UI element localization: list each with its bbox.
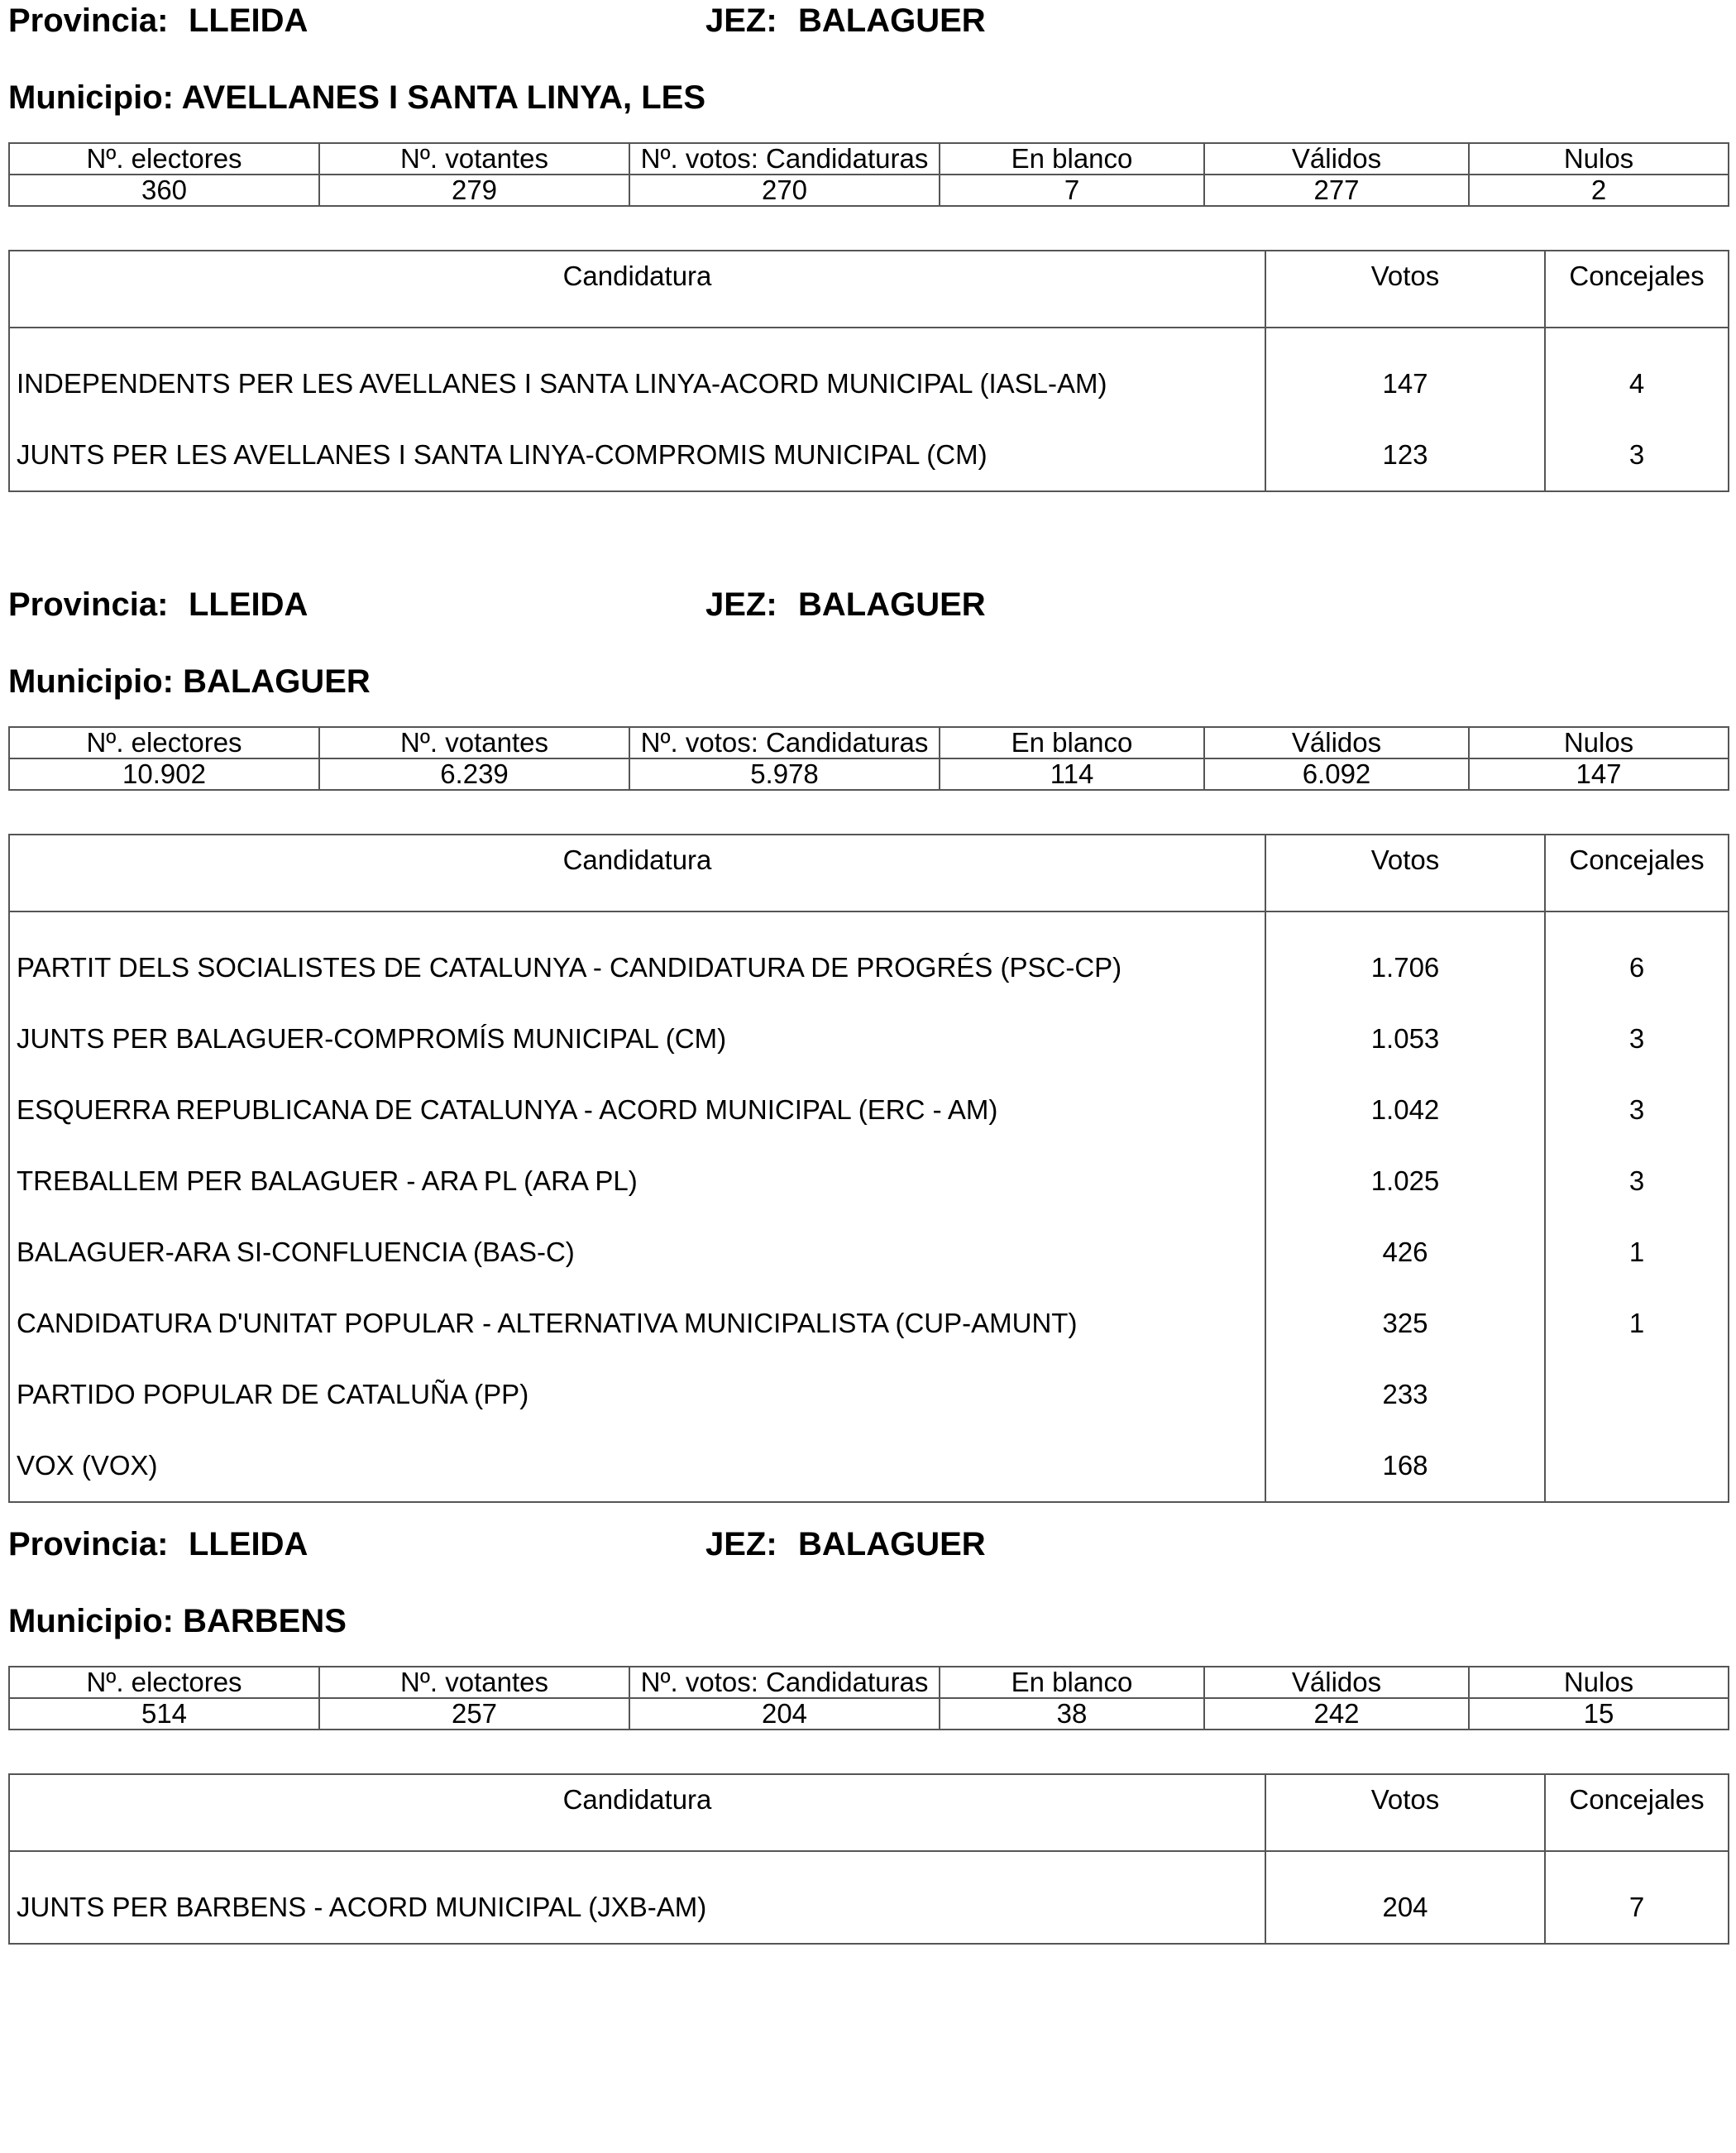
- summary-value-cell: 15: [1469, 1698, 1729, 1730]
- candidatura-concejales: 3: [1545, 419, 1729, 491]
- jez-label: JEZ:: [705, 1526, 777, 1562]
- candidatura-votos: 426: [1265, 1217, 1545, 1288]
- summary-value-cell: 514: [9, 1698, 319, 1730]
- candidaturas-table: [8, 250, 1729, 492]
- candidaturas-header-row: [9, 251, 1729, 328]
- municipio-line: [8, 1600, 1728, 1642]
- summary-table: [8, 1666, 1729, 1730]
- summary-value-row: [9, 758, 1729, 790]
- candidatura-row: [9, 1851, 1729, 1944]
- candidatura-row: [9, 1146, 1729, 1217]
- summary-value-row: [9, 175, 1729, 206]
- candidatura-votos: 204: [1265, 1851, 1545, 1944]
- candidatura-concejales: [1545, 1430, 1729, 1502]
- candidaturas-header-cell: Candidatura: [9, 251, 1265, 328]
- municipio-label: Municipio:: [8, 1603, 174, 1639]
- summary-table: [8, 142, 1729, 207]
- candidatura-name: TREBALLEM PER BALAGUER - ARA PL (ARA PL): [9, 1146, 1265, 1217]
- summary-table: [8, 726, 1729, 791]
- provincia-value: LLEIDA: [189, 2, 308, 39]
- summary-value-cell: 6.092: [1204, 758, 1469, 790]
- summary-header-cell: Nulos: [1469, 1667, 1729, 1698]
- summary-header-cell: Nulos: [1469, 143, 1729, 175]
- summary-value-cell: 2: [1469, 175, 1729, 206]
- summary-value-row: [9, 1698, 1729, 1730]
- candidatura-concejales: 1: [1545, 1288, 1729, 1359]
- provincia-line: [8, 0, 1728, 41]
- provincia-label: Provincia:: [8, 1526, 169, 1562]
- provincia-label: Provincia:: [8, 2, 169, 39]
- provincia-value: LLEIDA: [189, 1526, 308, 1562]
- municipio-label: Municipio:: [8, 663, 174, 700]
- summary-header-row: [9, 727, 1729, 758]
- summary-header-cell: Nulos: [1469, 727, 1729, 758]
- candidatura-votos: 1.053: [1265, 1003, 1545, 1074]
- summary-value-cell: 5.978: [629, 758, 940, 790]
- candidatura-concejales: 6: [1545, 911, 1729, 1003]
- summary-value-cell: 10.902: [9, 758, 319, 790]
- summary-value-cell: 360: [9, 175, 319, 206]
- summary-value-cell: 147: [1469, 758, 1729, 790]
- municipio-value: BARBENS: [183, 1603, 347, 1639]
- summary-value-cell: 270: [629, 175, 940, 206]
- candidatura-concejales: 3: [1545, 1003, 1729, 1074]
- candidatura-votos: 1.706: [1265, 911, 1545, 1003]
- candidatura-concejales: 7: [1545, 1851, 1729, 1944]
- summary-header-cell: Nº. electores: [9, 727, 319, 758]
- candidatura-votos: 1.042: [1265, 1074, 1545, 1146]
- summary-value-cell: 204: [629, 1698, 940, 1730]
- candidatura-votos: 325: [1265, 1288, 1545, 1359]
- summary-value-cell: 6.239: [319, 758, 629, 790]
- summary-header-cell: Válidos: [1204, 1667, 1469, 1698]
- candidaturas-table: [8, 1773, 1729, 1945]
- candidaturas-header-cell: Candidatura: [9, 835, 1265, 911]
- candidatura-votos: 147: [1265, 328, 1545, 419]
- summary-header-cell: Nº. votantes: [319, 1667, 629, 1698]
- candidatura-concejales: [1545, 1359, 1729, 1430]
- summary-header-cell: Nº. electores: [9, 143, 319, 175]
- candidaturas-header-cell: Votos: [1265, 835, 1545, 911]
- jez-label: JEZ:: [705, 586, 777, 623]
- summary-header-cell: Nº. electores: [9, 1667, 319, 1698]
- candidatura-row: [9, 1217, 1729, 1288]
- summary-value-cell: 7: [940, 175, 1204, 206]
- candidatura-name: JUNTS PER BALAGUER-COMPROMÍS MUNICIPAL (CM): [9, 1003, 1265, 1074]
- candidatura-votos: 233: [1265, 1359, 1545, 1430]
- provincia-label: Provincia:: [8, 586, 169, 623]
- summary-header-cell: Válidos: [1204, 727, 1469, 758]
- jez-label: JEZ:: [705, 2, 777, 39]
- jez-value: BALAGUER: [798, 2, 986, 39]
- candidatura-row: [9, 1430, 1729, 1502]
- candidatura-concejales: 3: [1545, 1146, 1729, 1217]
- municipio-label: Municipio:: [8, 79, 174, 116]
- candidatura-name: BALAGUER-ARA SI-CONFLUENCIA (BAS-C): [9, 1217, 1265, 1288]
- candidatura-name: JUNTS PER LES AVELLANES I SANTA LINYA-COMPROMIS MUNICIPAL (CM): [9, 419, 1265, 491]
- summary-value-cell: 114: [940, 758, 1204, 790]
- candidatura-concejales: 3: [1545, 1074, 1729, 1146]
- candidatura-row: [9, 419, 1729, 491]
- municipio-value: AVELLANES I SANTA LINYA, LES: [181, 79, 706, 116]
- summary-header-cell: En blanco: [940, 143, 1204, 175]
- candidatura-row: [9, 1003, 1729, 1074]
- provincia-value: LLEIDA: [189, 586, 308, 623]
- candidaturas-header-cell: Concejales: [1545, 251, 1729, 328]
- candidaturas-header-cell: Concejales: [1545, 1774, 1729, 1851]
- candidaturas-header-cell: Concejales: [1545, 835, 1729, 911]
- summary-header-row: [9, 143, 1729, 175]
- summary-header-cell: Nº. votos: Candidaturas: [629, 143, 940, 175]
- candidatura-name: PARTIT DELS SOCIALISTES DE CATALUNYA - CANDIDATURA DE PROGRÉS (PSC-CP): [9, 911, 1265, 1003]
- candidatura-name: CANDIDATURA D'UNITAT POPULAR - ALTERNATIVA MUNICIPALISTA (CUP-AMUNT): [9, 1288, 1265, 1359]
- candidatura-row: [9, 911, 1729, 1003]
- candidaturas-header-row: [9, 835, 1729, 911]
- provincia-line: [8, 584, 1728, 625]
- candidatura-votos: 168: [1265, 1430, 1545, 1502]
- municipio-line: [8, 661, 1728, 702]
- candidaturas-header-row: [9, 1774, 1729, 1851]
- municipio-value: BALAGUER: [183, 663, 371, 700]
- candidaturas-header-cell: Votos: [1265, 251, 1545, 328]
- jez-value: BALAGUER: [798, 1526, 986, 1562]
- summary-header-cell: En blanco: [940, 1667, 1204, 1698]
- provincia-line: [8, 1524, 1728, 1565]
- candidatura-votos: 1.025: [1265, 1146, 1545, 1217]
- summary-header-cell: Nº. votos: Candidaturas: [629, 727, 940, 758]
- summary-header-row: [9, 1667, 1729, 1698]
- summary-header-cell: Nº. votantes: [319, 143, 629, 175]
- summary-value-cell: 277: [1204, 175, 1469, 206]
- summary-value-cell: 38: [940, 1698, 1204, 1730]
- jez-value: BALAGUER: [798, 586, 986, 623]
- summary-header-cell: Válidos: [1204, 143, 1469, 175]
- summary-value-cell: 242: [1204, 1698, 1469, 1730]
- summary-header-cell: Nº. votos: Candidaturas: [629, 1667, 940, 1698]
- candidatura-concejales: 1: [1545, 1217, 1729, 1288]
- candidaturas-table: [8, 834, 1729, 1503]
- summary-value-cell: 257: [319, 1698, 629, 1730]
- candidatura-row: [9, 1288, 1729, 1359]
- summary-value-cell: 279: [319, 175, 629, 206]
- candidaturas-header-cell: Candidatura: [9, 1774, 1265, 1851]
- candidatura-concejales: 4: [1545, 328, 1729, 419]
- municipio-line: [8, 77, 1728, 118]
- candidatura-name: INDEPENDENTS PER LES AVELLANES I SANTA LINYA-ACORD MUNICIPAL (IASL-AM): [9, 328, 1265, 419]
- candidatura-row: [9, 1074, 1729, 1146]
- summary-header-cell: En blanco: [940, 727, 1204, 758]
- summary-header-cell: Nº. votantes: [319, 727, 629, 758]
- candidatura-row: [9, 1359, 1729, 1430]
- candidatura-name: JUNTS PER BARBENS - ACORD MUNICIPAL (JXB-AM): [9, 1851, 1265, 1944]
- candidatura-name: ESQUERRA REPUBLICANA DE CATALUNYA - ACORD MUNICIPAL (ERC - AM): [9, 1074, 1265, 1146]
- candidaturas-header-cell: Votos: [1265, 1774, 1545, 1851]
- candidatura-row: [9, 328, 1729, 419]
- candidatura-votos: 123: [1265, 419, 1545, 491]
- candidatura-name: PARTIDO POPULAR DE CATALUÑA (PP): [9, 1359, 1265, 1430]
- candidatura-name: VOX (VOX): [9, 1430, 1265, 1502]
